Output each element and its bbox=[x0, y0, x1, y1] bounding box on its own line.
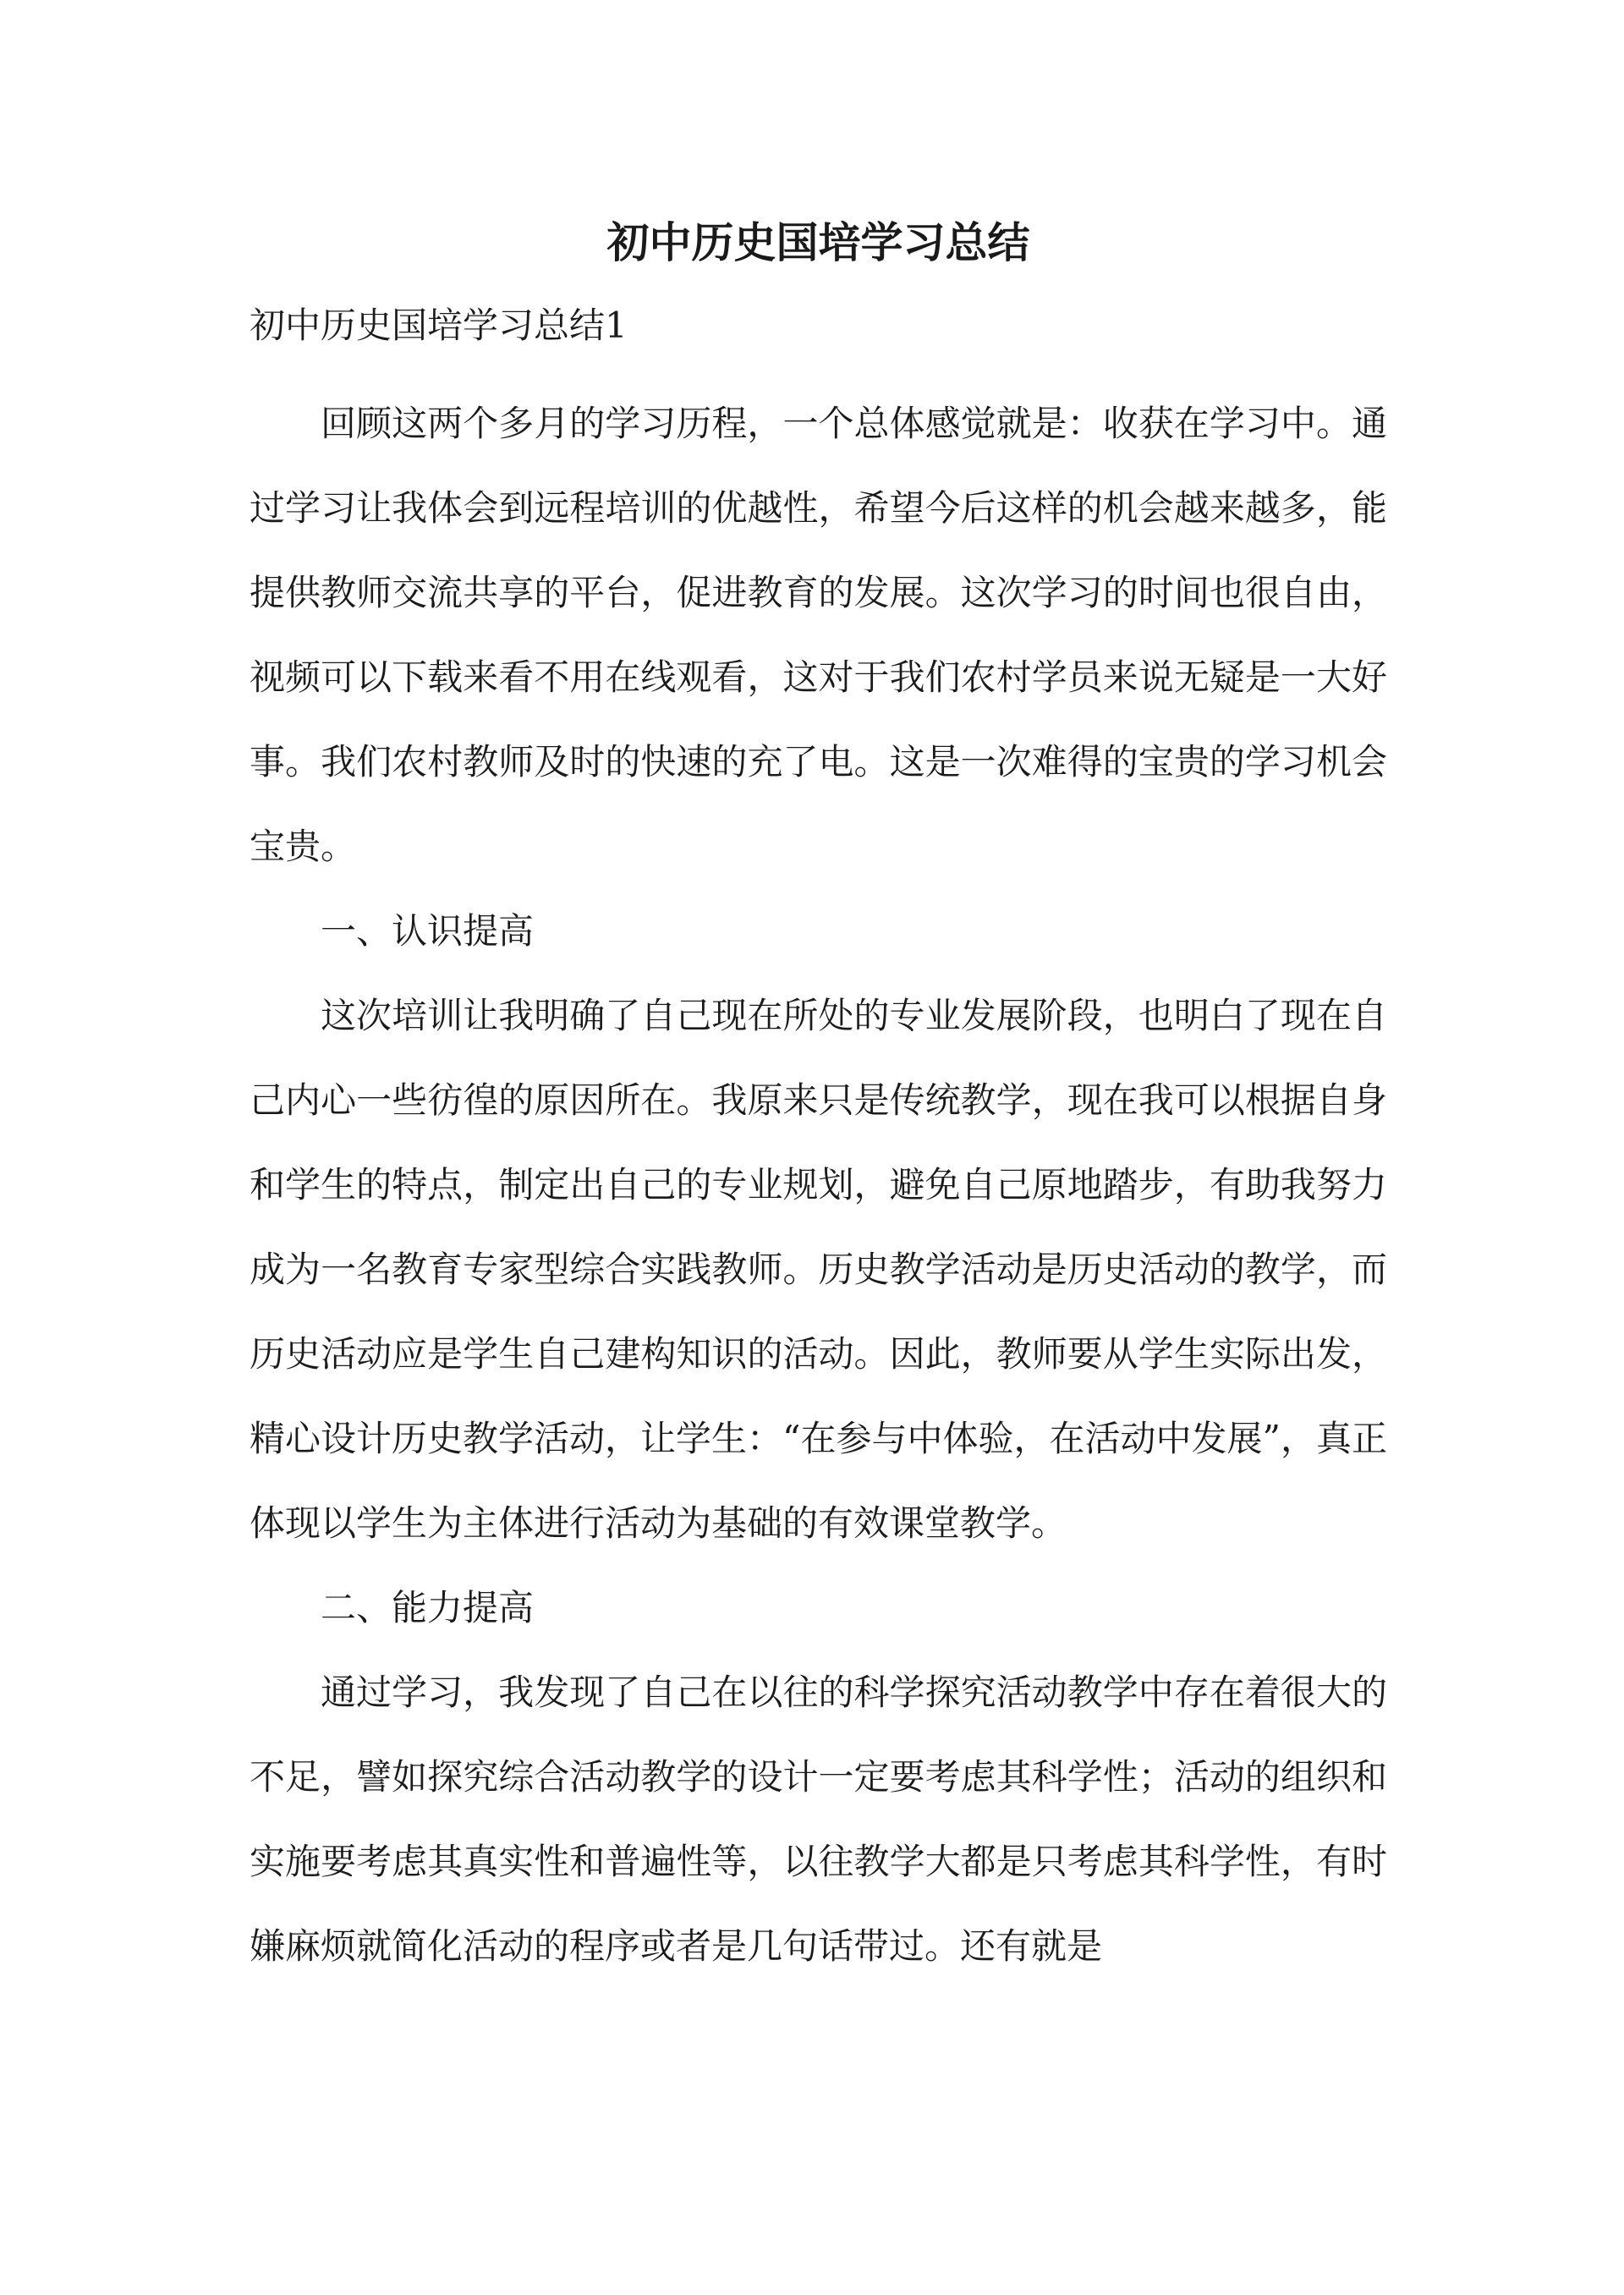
section-heading-ability: 二、能力提高 bbox=[321, 1587, 535, 1628]
section-heading-recognition: 一、认识提高 bbox=[321, 910, 535, 952]
document-title: 初中历史国培学习总结 bbox=[606, 217, 1030, 267]
document-body bbox=[250, 382, 1387, 1989]
paragraph-recognition: 这次培训让我明确了自己现在所处的专业发展阶段，也明白了现在自己内心一些彷徨的原因所在。我原来只是传统教学，现在我可以根据自身和学生的特点，制定出自己的专业规划，避免自己原地踏步，有助我努力成为一名教育专家型综合实践教师。历史教学活动是历史活动的教学，而历史活动应是学生自己建构知识的活动。因此，教师要从学生实际出发，精心设计历史教学活动，让学生：“在参与中体验，在活动中发展”，真正体现以学生为主体进行活动为基础的有效课堂教学。 bbox=[250, 995, 1387, 1544]
paragraph-ability: 通过学习，我发现了自己在以往的科学探究活动教学中存在着很大的不足，譬如探究综合活动教学的设计一定要考虑其科学性；活动的组织和实施要考虑其真实性和普遍性等，以往教学大都是只考虑其科学性，有时嫌麻烦就简化活动的程序或者是几句话带过。还有就是 bbox=[250, 1672, 1387, 1967]
document-page bbox=[250, 0, 1387, 2295]
paragraph-intro: 回顾这两个多月的学习历程，一个总体感觉就是：收获在学习中。通过学习让我体会到远程培训的优越性，希望今后这样的机会越来越多，能提供教师交流共享的平台，促进教育的发展。这次学习的时间也很自由，视频可以下载来看不用在线观看，这对于我们农村学员来说无疑是一大好事。我们农村教师及时的快速的充了电。这是一次难得的宝贵的学习机会宝贵。 bbox=[250, 403, 1387, 867]
document-subtitle: 初中历史国培学习总结1 bbox=[250, 305, 628, 346]
